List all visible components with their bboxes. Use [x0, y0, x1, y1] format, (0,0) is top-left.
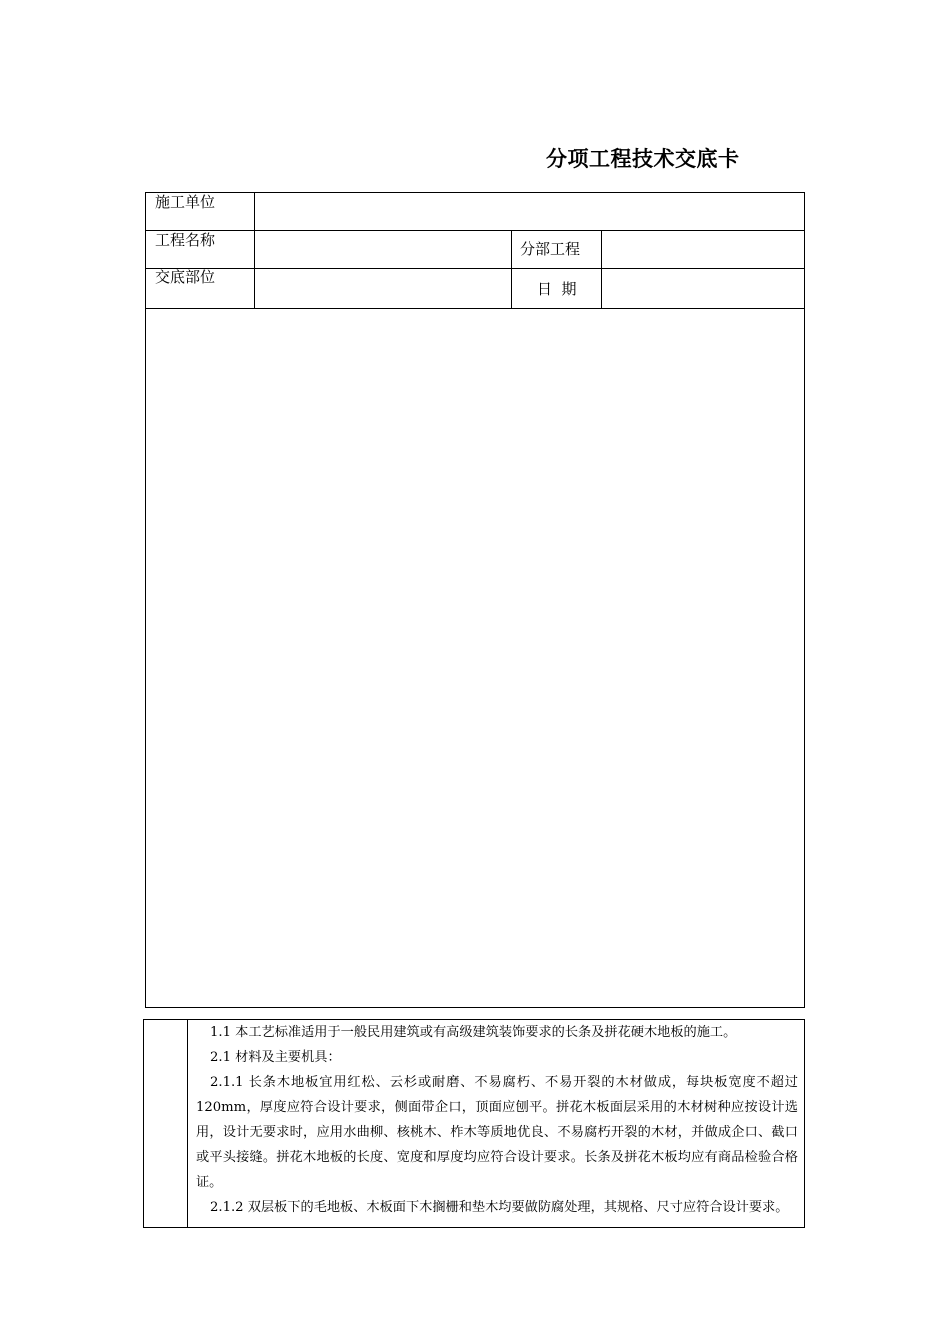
col-divider-3 — [601, 230, 602, 308]
paragraph-1-1: 1.1 本工艺标准适用于一般民用建筑或有高级建筑装饰要求的长条及拼花硬木地板的施工。 — [210, 1025, 737, 1040]
col-divider-1 — [254, 193, 255, 308]
document-title: 分项工程技术交底卡 — [546, 146, 740, 171]
project-name-label: 工程名称 — [155, 231, 216, 249]
disclosure-text — [196, 1020, 798, 1220]
sub-project-label: 分部工程 — [520, 240, 581, 258]
disclosure-content-area[interactable] — [146, 309, 804, 1007]
row-divider-2 — [146, 268, 804, 269]
disclosure-location-label: 交底部位 — [155, 268, 216, 286]
paragraph-2-1-2: 2.1.2 双层板下的毛地板、木板面下木搁栅和垫木均要做防腐处理，其规格、尺寸应符合设计要求。 — [210, 1200, 789, 1215]
construction-unit-label: 施工单位 — [155, 193, 216, 211]
paragraph-2-1: 2.1 材料及主要机具： — [210, 1050, 341, 1065]
disclosure-card — [145, 192, 805, 1008]
content-table-divider — [187, 1020, 188, 1227]
row-divider-1 — [146, 230, 804, 231]
col-divider-2 — [511, 230, 512, 308]
date-label: 日 期 — [537, 280, 577, 298]
paragraph-2-1-1: 2.1.1 长条木地板宜用红松、云杉或耐磨、不易腐朽、不易开裂的木材做成，每块板宽度不超过120mm，厚度应符合设计要求，侧面带企口，顶面应刨平。拼花木板面层采用的木材树种应按设计选用，设计无要求时，应用水曲柳、核桃木、柞木等质地优良、不易腐朽开裂的木材，并做成企口、截口或平头接缝。拼花木地板的长度、宽度和厚度均应符合设计要求。长条及拼花木板均应有商品检验合格证。 — [196, 1075, 798, 1190]
